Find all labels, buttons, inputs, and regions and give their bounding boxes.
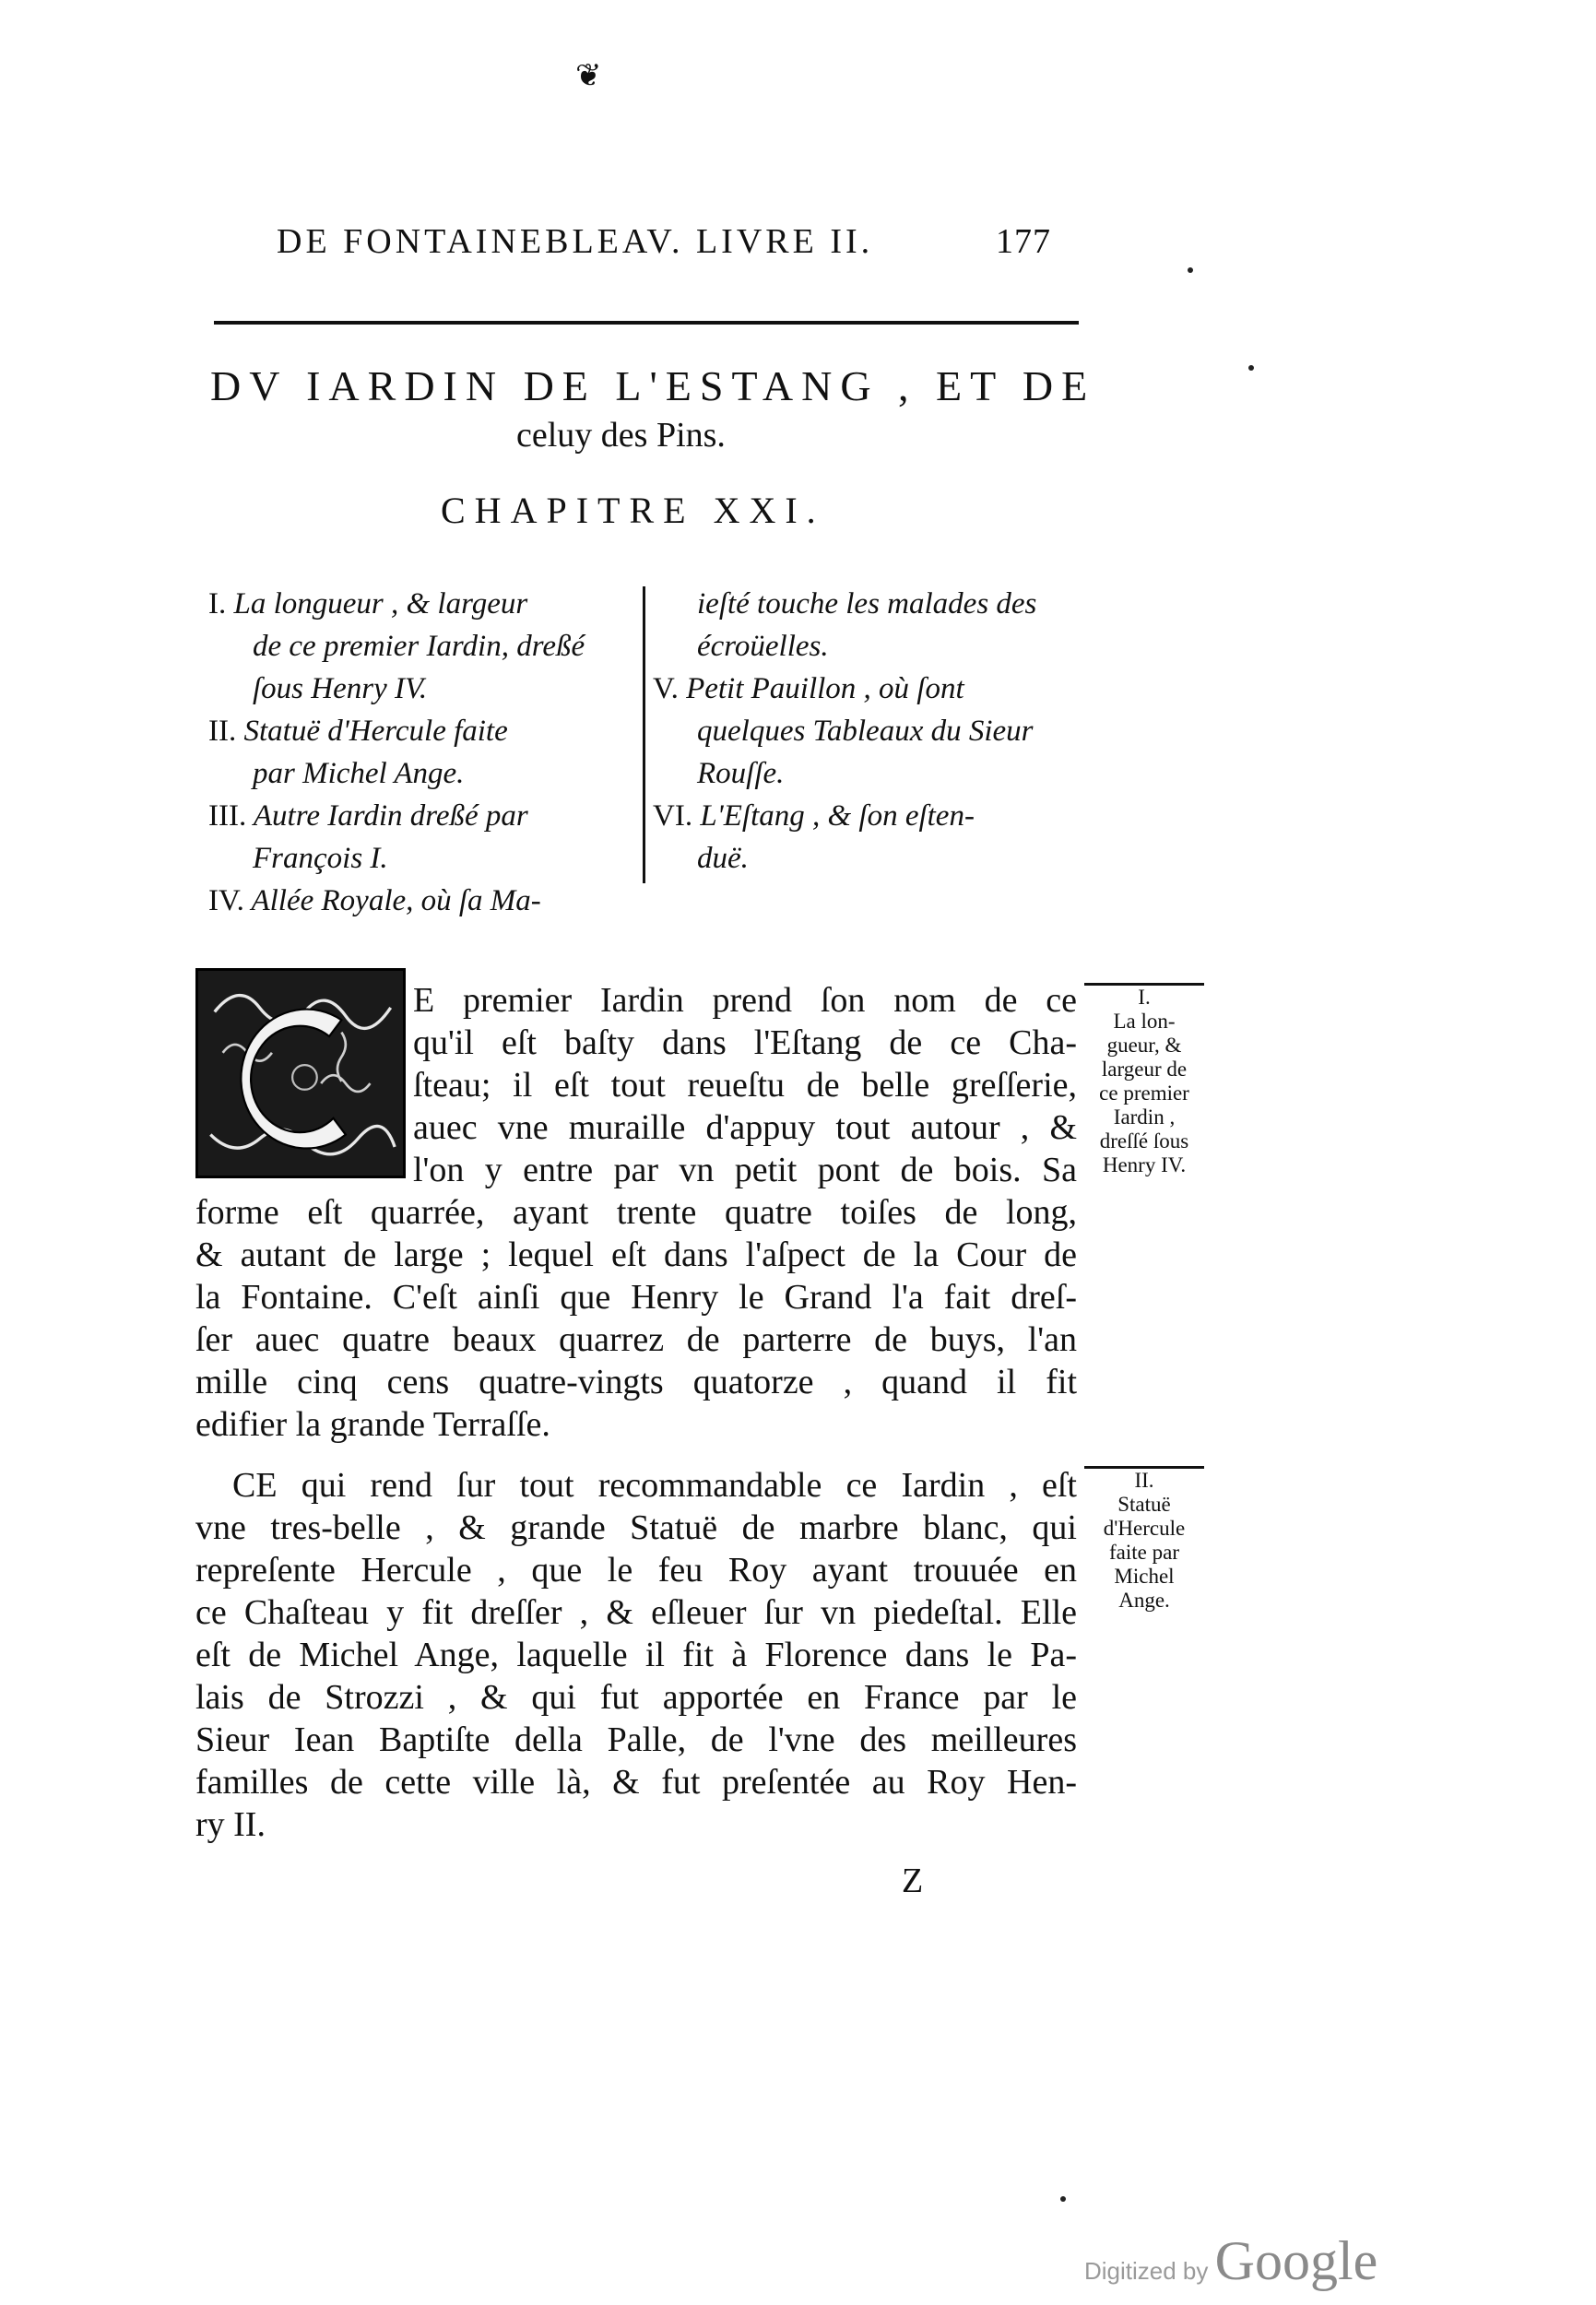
toc-left-column [208, 583, 642, 922]
top-ornament: ❦ [575, 57, 602, 94]
ink-speck [1188, 267, 1193, 273]
toc-right-column [653, 583, 1086, 880]
page-number: 177 [996, 222, 1051, 261]
toc-item: IV. Allée Royale, où ſa Ma- [208, 884, 541, 917]
decorated-initial [195, 968, 406, 1178]
chapter-title-line1: DV IARDIN DE L'ESTANG , ET DE [210, 362, 1096, 409]
digitized-watermark [1084, 2229, 1377, 2293]
ink-speck [1248, 365, 1254, 371]
chapter-number: CHAPITRE XXI. [441, 490, 825, 531]
margin-note-1: I. La lon- gueur, & largeur de ce premier Iardin , dreſſé ſous Henry IV. [1084, 983, 1204, 1177]
toc-item: VI. L'Eſtang , & ſon eſten- duë. [653, 799, 975, 875]
catchword: Z [902, 1862, 924, 1900]
paragraph-1-opening: E premier Iardin prend ſon nom de ce qu'il eſt baſty dans l'Eſtang de ce Cha- ſteau; il eſt tout reueſtu de belle greſſerie, auec vne muraille d'appuy tout autour , & l'on y entre par vn petit pont de bois. Sa [413, 981, 1077, 1189]
paragraph-2: CE qui rend ſur tout recommandable ce Iardin , eſt vne tres-belle , & grande Statuë de marbre blanc, qui repreſente Hercule , que le feu Roy ayant trouuée en ce Chaſteau y fit dreſſer , & eſleuer ſur vn piedeſtal. Elle eſt de Michel Ange, laquelle il fit à Florence dans le Pa- lais de Strozzi , & qui fut apportée en France par le Sieur Iean Baptiſte della Palle, de l'vne des meilleures familles de cette ville là, & fut preſentée au Roy Hen- ry II. [195, 1466, 1077, 1844]
toc-divider [643, 586, 645, 883]
chapter-title-line2: celuy des Pins. [516, 416, 726, 455]
watermark-brand: Google [1214, 2230, 1378, 2291]
decorated-initial-art [198, 971, 403, 1176]
header-rule [214, 321, 1079, 325]
toc-item: III. Autre Iardin dreßé par François I. [208, 799, 528, 875]
toc-item: II. Statuë d'Hercule faite par Michel Ange. [208, 715, 508, 790]
ink-speck [1060, 2196, 1066, 2202]
margin-note-2: II. Statuë d'Hercule faite par Michel Ange. [1084, 1466, 1204, 1613]
running-head-title: DE FONTAINEBLEAV. LIVRE II. [277, 222, 874, 261]
paragraph-1-body: forme eſt quarrée, ayant trente quatre toiſes de long, & autant de large ; lequel eſt dans l'aſpect de la Cour de la Fontaine. C'eſt ainſi que Henry le Grand l'a fait dreſ- ſer auec quatre beaux quarrez de parterre de buys, l'an mille cinq cens quatre-vingts quatorze , quand il fit edifier la grande Terraſſe. [195, 1193, 1077, 1444]
toc-item: ieſté touche les malades des écroüelles. [697, 587, 1037, 663]
watermark-prefix: Digitized by [1084, 2257, 1209, 2285]
running-head [277, 221, 1106, 262]
toc-item: V. Petit Pauillon , où ſont quelques Tableaux du Sieur Rouſſe. [653, 672, 1034, 790]
toc-item: I. La longueur , & largeur de ce premier Iardin, dreßé ſous Henry IV. [208, 587, 585, 705]
